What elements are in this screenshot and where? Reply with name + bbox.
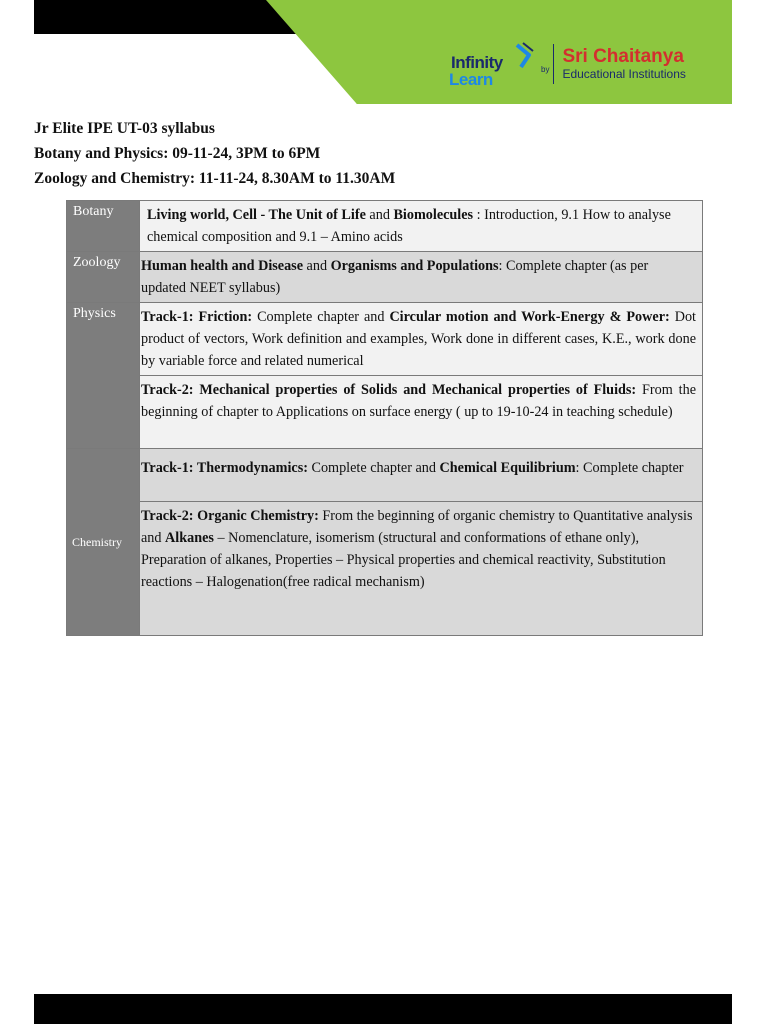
subject-cell-zoology: Zoology <box>67 252 140 303</box>
table-row-chemistry-track2 <box>67 502 703 636</box>
infinity-wordmark: Infinity <box>451 53 503 72</box>
chemistry-track1-topic-2: Chemical Equilibrium <box>439 460 576 476</box>
content-cell-physics-track1 <box>140 303 703 376</box>
sri-chaitanya-name: Sri Chaitanya <box>562 45 684 67</box>
document-title: Jr Elite IPE UT-03 syllabus <box>34 120 215 137</box>
chemistry-track2-topic-2: Alkanes <box>165 530 214 546</box>
table-row-physics-track1 <box>67 303 703 376</box>
by-label: by <box>541 64 550 74</box>
content-cell-chemistry-track1 <box>140 449 703 502</box>
infinity-learn-logo <box>447 37 539 91</box>
content-cell-botany <box>140 201 703 252</box>
botany-topic-2: Biomolecules <box>393 207 474 223</box>
chemistry-track2-heading: Track-2: Organic Chemistry: <box>141 508 319 524</box>
zoology-topic-2: Organisms and Populations <box>330 258 499 274</box>
syllabus-table <box>66 200 703 636</box>
content-cell-chemistry-track2 <box>140 502 703 636</box>
chemistry-track1-text-1: Complete chapter and <box>307 460 440 476</box>
chemistry-track1-heading: Track-1: Thermodynamics: <box>141 460 308 476</box>
bottom-black-bar <box>34 994 732 1024</box>
sri-chaitanya-subtitle: Educational Institutions <box>562 66 686 81</box>
content-cell-physics-track2 <box>140 376 703 449</box>
zoology-topic-1: Human health and Disease <box>141 258 303 274</box>
physics-track2-text: From the beginning of chapter to Applications on surface energy ( up to 19-10-24 in teaching schedule) <box>141 382 697 420</box>
logo-separator <box>553 44 554 84</box>
botany-text-2: : Introduction, 9.1 How to analyse chemical composition and 9.1 – Amino acids <box>147 207 671 245</box>
subject-cell-physics: Physics <box>67 303 140 449</box>
document-header <box>34 116 395 191</box>
subject-cell-botany: Botany <box>67 201 140 252</box>
table-row-physics-track2 <box>67 376 703 449</box>
botany-text-1: and <box>365 207 394 223</box>
brand-logos <box>447 36 707 92</box>
physics-track1-text-2: Dot product of vectors, Work definition and examples, Work done in different cases, K.E., work done by variable force and related numerical <box>141 309 696 369</box>
content-cell-zoology <box>140 252 703 303</box>
exam-schedule-zoology-chemistry: Zoology and Chemistry: 11-11-24, 8.30AM to 11.30AM <box>34 170 396 187</box>
subject-cell-chemistry: Chemistry <box>67 449 140 636</box>
zoology-text-2: : Complete chapter (as per updated NEET syllabus) <box>141 258 649 296</box>
sri-chaitanya-logo <box>562 47 685 82</box>
chemistry-track2-text-1: From the beginning of organic chemistry to Quantitative analysis and <box>141 508 693 546</box>
exam-schedule-botany-physics: Botany and Physics: 09-11-24, 3PM to 6PM <box>34 145 321 162</box>
infinity-arrow-icon <box>515 41 535 71</box>
zoology-text-1: and <box>303 258 331 274</box>
physics-track1-topic-2: Circular motion and Work-Energy & Power: <box>389 309 670 325</box>
table-row-botany <box>67 201 703 252</box>
botany-topic-1: Living world, Cell - The Unit of Life <box>147 207 366 223</box>
chemistry-track1-text-2: : Complete chapter <box>575 460 684 476</box>
learn-wordmark: Learn <box>449 70 493 89</box>
physics-track1-heading: Track-1: Friction: <box>141 309 253 325</box>
physics-track2-heading: Track-2: Mechanical properties of Solids and Mechanical properties of Fluids: <box>141 382 637 398</box>
physics-track1-text-1: Complete chapter and <box>252 309 390 325</box>
chemistry-track2-text-2: – Nomenclature, isomerism (structural and conformations of ethane only), Preparation of alkanes, Properties – Physical properties and chemical reactivity, Substitution reactions – Halogenation(free radical mechanism) <box>141 530 666 590</box>
table-row-chemistry-track1 <box>67 449 703 502</box>
table-row-zoology <box>67 252 703 303</box>
